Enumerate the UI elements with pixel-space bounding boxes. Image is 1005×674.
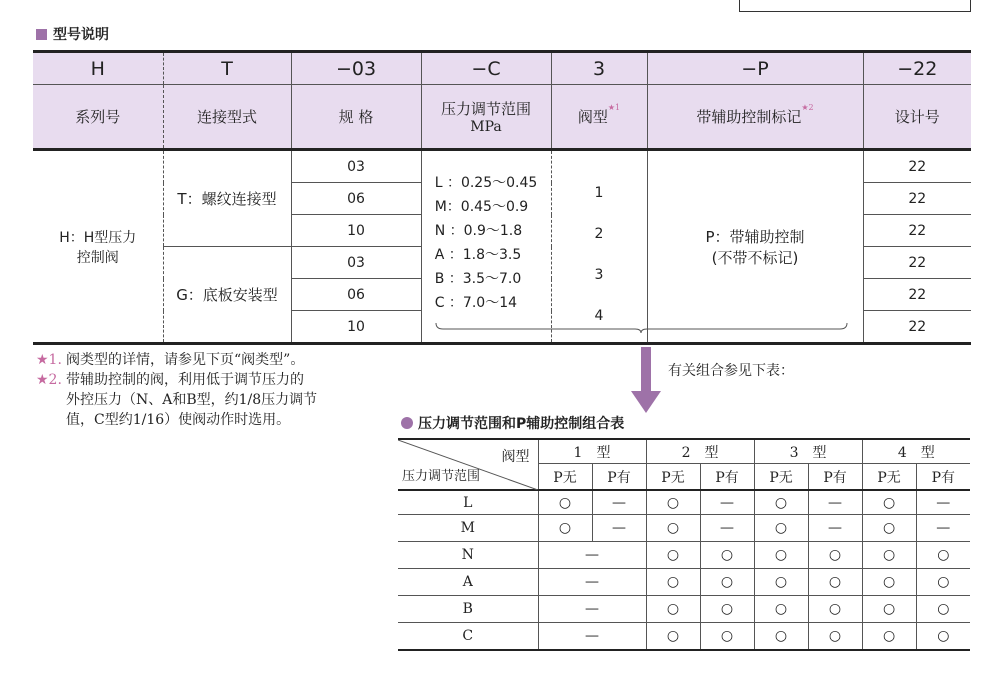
combo-cell: ○ xyxy=(538,490,592,515)
combo-cell: ○ xyxy=(862,596,916,623)
combo-cell: ○ xyxy=(754,569,808,596)
size-cell: 03 xyxy=(291,150,421,183)
combo-cell: — xyxy=(916,490,970,515)
code-connection: T xyxy=(163,52,291,85)
design-cell: 22 xyxy=(863,311,971,344)
aux-value xyxy=(647,150,863,344)
size-cell: 10 xyxy=(291,215,421,247)
combo-cell: ○ xyxy=(808,596,862,623)
size-cell: 10 xyxy=(291,311,421,344)
series-value-line2: 控制阀 xyxy=(76,249,119,266)
combo-header-row xyxy=(398,439,970,464)
combo-cell: ○ xyxy=(916,623,970,651)
combo-cell: ○ xyxy=(916,569,970,596)
pressure-range-item: C ：7.0～14 xyxy=(434,295,518,311)
combo-p-without: P无 xyxy=(862,464,916,491)
valve-type-item: 4 xyxy=(594,308,604,324)
code-valve-type: 3 xyxy=(551,52,647,85)
connection-subplate: G：底板安装型 xyxy=(163,247,291,344)
combo-row-label: N xyxy=(398,542,538,569)
combo-cell: ○ xyxy=(754,542,808,569)
combo-row xyxy=(398,623,970,651)
circle-bullet-icon xyxy=(401,417,413,429)
model-code-table xyxy=(33,50,971,345)
combo-cell: ○ xyxy=(646,623,700,651)
name-aux xyxy=(647,85,863,150)
combo-p-without: P无 xyxy=(646,464,700,491)
design-cell: 22 xyxy=(863,215,971,247)
combination-table xyxy=(398,438,970,651)
code-row xyxy=(33,52,971,85)
combo-row xyxy=(398,515,970,542)
combo-row xyxy=(398,542,970,569)
combo-p-with: P有 xyxy=(592,464,646,491)
combo-cell: ○ xyxy=(700,623,754,651)
combo-cell: ○ xyxy=(862,542,916,569)
body-row xyxy=(33,150,971,183)
name-row xyxy=(33,85,971,150)
pressure-range-item: N ：0.9～1.8 xyxy=(434,223,523,239)
combo-row xyxy=(398,490,970,515)
combo-cell: ○ xyxy=(700,596,754,623)
note-item: ★1. 阀类型的详情，请参见下页“阀类型”。 xyxy=(36,352,305,368)
combo-cell: ○ xyxy=(754,596,808,623)
combo-cell: ○ xyxy=(700,569,754,596)
see-table-below: 有关组合参见下表： xyxy=(668,363,794,379)
combo-row-label: M xyxy=(398,515,538,542)
name-aux-label: 带辅助控制标记 xyxy=(696,108,802,126)
pressure-range-item: B ：3.5～7.0 xyxy=(434,271,522,287)
design-cell: 22 xyxy=(863,183,971,215)
top-frame xyxy=(739,0,971,12)
pressure-range-item: M：0.45～0.9 xyxy=(434,199,529,215)
combo-p-with: P有 xyxy=(808,464,862,491)
combo-cell: — xyxy=(592,515,646,542)
combo-type-header: 3 型 xyxy=(754,439,862,464)
combo-cell: ○ xyxy=(916,596,970,623)
combo-row-label: L xyxy=(398,490,538,515)
note-item: 外控压力（N、A和B型，约1/8压力调节 xyxy=(66,392,318,408)
name-pressure xyxy=(421,85,551,150)
combo-cell: ○ xyxy=(538,515,592,542)
combo-corner-cell xyxy=(398,439,538,490)
pressure-range-item: L ：0.25～0.45 xyxy=(434,175,538,191)
star-note-1-icon: ★1 xyxy=(607,103,621,112)
combo-p-without: P无 xyxy=(754,464,808,491)
aux-value-line1: P：带辅助控制 xyxy=(705,227,805,246)
design-cell: 22 xyxy=(863,247,971,279)
combo-cell: — xyxy=(700,490,754,515)
combo-p-with: P有 xyxy=(916,464,970,491)
combo-p-with: P有 xyxy=(700,464,754,491)
name-valve-type xyxy=(551,85,647,150)
combo-cell: ○ xyxy=(862,569,916,596)
name-pressure-line1: 压力调节范围 xyxy=(440,100,531,118)
name-connection: 连接型式 xyxy=(163,85,291,150)
valve-type-item: 3 xyxy=(594,267,604,283)
code-aux: −P xyxy=(647,52,863,85)
combo-title: 压力调节范围和P辅助控制组合表 xyxy=(401,413,624,433)
pressure-range-list xyxy=(421,150,551,344)
square-bullet-icon xyxy=(36,29,47,40)
valve-type-item: 1 xyxy=(594,185,604,201)
size-cell: 06 xyxy=(291,183,421,215)
combo-cell: ○ xyxy=(754,490,808,515)
combo-cell: ○ xyxy=(808,623,862,651)
name-size: 规 格 xyxy=(291,85,421,150)
note-item: 值，C型约1/16）使阀动作时选用。 xyxy=(66,412,291,428)
brace-icon xyxy=(435,322,848,334)
combo-cell: — xyxy=(808,490,862,515)
combo-cell: ○ xyxy=(646,596,700,623)
combo-cell: ○ xyxy=(646,542,700,569)
name-valve-type-label: 阀型 xyxy=(577,108,608,126)
connection-threaded: T：螺纹连接型 xyxy=(163,150,291,247)
combo-cell-merged: — xyxy=(538,623,646,651)
valve-type-item: 2 xyxy=(594,226,604,242)
combo-cell-merged: — xyxy=(538,569,646,596)
star-note-2-icon: ★2 xyxy=(801,103,814,112)
code-pressure: −C xyxy=(421,52,551,85)
size-cell: 03 xyxy=(291,247,421,279)
note-item: ★2. 带辅助控制的阀，利用低于调节压力的 xyxy=(36,372,304,388)
combo-row-label: C xyxy=(398,623,538,651)
combo-cell: ○ xyxy=(754,623,808,651)
section-title: 型号说明 xyxy=(36,24,109,44)
series-value-line1: H：H型压力 xyxy=(59,229,137,246)
name-pressure-unit: MPa xyxy=(470,119,502,135)
note-star-icon: ★2. xyxy=(36,372,62,388)
combo-cell: — xyxy=(808,515,862,542)
combo-cell-merged: — xyxy=(538,542,646,569)
combo-p-without: P无 xyxy=(538,464,592,491)
pressure-range-item: A ：1.8～3.5 xyxy=(434,247,522,263)
code-size: −03 xyxy=(291,52,421,85)
combo-type-header: 2 型 xyxy=(646,439,754,464)
notes xyxy=(36,350,317,430)
valve-type-list xyxy=(551,150,647,344)
combo-cell: ○ xyxy=(700,542,754,569)
series-value xyxy=(33,150,163,344)
combo-cell: — xyxy=(592,490,646,515)
combo-type-header: 4 型 xyxy=(862,439,970,464)
combo-cell: ○ xyxy=(646,490,700,515)
corner-valve-type: 阀型 xyxy=(501,449,530,465)
combo-row xyxy=(398,596,970,623)
name-design: 设计号 xyxy=(863,85,971,150)
design-cell: 22 xyxy=(863,150,971,183)
combo-row xyxy=(398,569,970,596)
combo-cell: ○ xyxy=(808,542,862,569)
combo-cell: ○ xyxy=(808,569,862,596)
down-arrow-icon xyxy=(631,347,661,413)
combo-cell: ○ xyxy=(754,515,808,542)
combo-cell: ○ xyxy=(862,515,916,542)
note-star-icon: ★1. xyxy=(36,352,62,368)
code-design: −22 xyxy=(863,52,971,85)
combo-row-label: B xyxy=(398,596,538,623)
combo-row-label: A xyxy=(398,569,538,596)
combo-cell: ○ xyxy=(646,515,700,542)
code-series: H xyxy=(33,52,163,85)
combo-cell-merged: — xyxy=(538,596,646,623)
size-cell: 06 xyxy=(291,279,421,311)
combo-cell: — xyxy=(700,515,754,542)
name-series: 系列号 xyxy=(33,85,163,150)
aux-value-line2: (不带不标记) xyxy=(711,248,799,267)
combo-cell: ○ xyxy=(862,490,916,515)
combo-type-header: 1 型 xyxy=(538,439,646,464)
design-cell: 22 xyxy=(863,279,971,311)
combo-cell: — xyxy=(916,515,970,542)
combo-cell: ○ xyxy=(916,542,970,569)
corner-pressure-range: 压力调节范围 xyxy=(402,469,481,484)
combo-cell: ○ xyxy=(646,569,700,596)
combo-cell: ○ xyxy=(862,623,916,651)
